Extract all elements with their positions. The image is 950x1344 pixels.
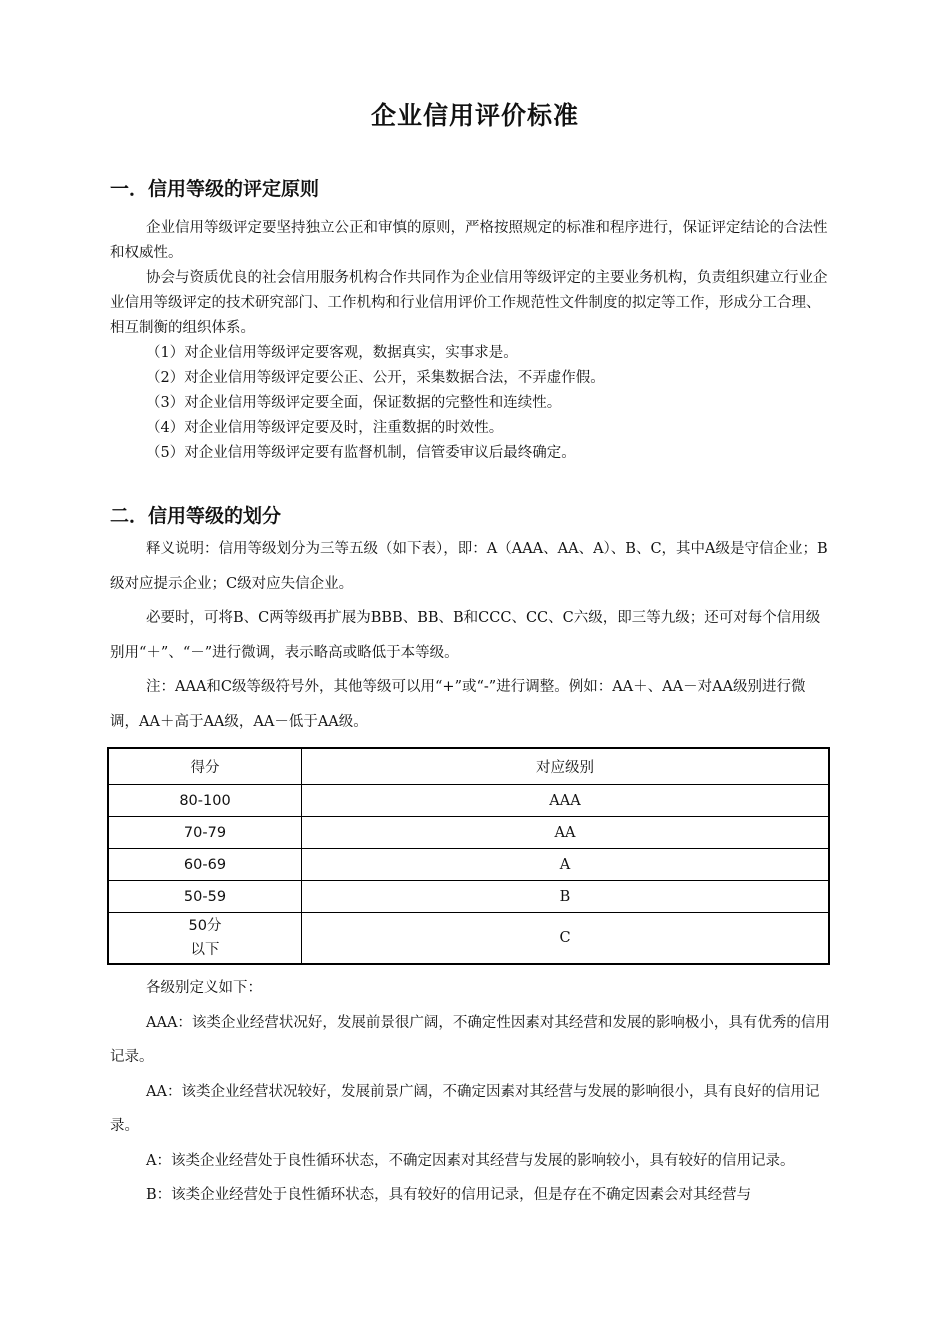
page-title: 企业信用评价标准 xyxy=(370,101,579,130)
table-row xyxy=(108,849,829,881)
definition-aa: AA：该类企业经营状况较好，发展前景广阔，不确定因素对其经营与发展的影响很小，具有良好的信用记录。 xyxy=(110,1083,820,1134)
grade-cell: C xyxy=(302,913,830,965)
score-cell: 60-69 xyxy=(108,849,302,881)
section1-body xyxy=(110,216,830,466)
list-item: （5）对企业信用等级评定要有监督机制，信管委审议后最终确定。 xyxy=(146,445,576,461)
principles-list xyxy=(110,341,830,466)
list-item: （4）对企业信用等级评定要及时，注重数据的时效性。 xyxy=(146,420,504,436)
section2-body xyxy=(110,532,830,739)
definitions-intro: 各级别定义如下： xyxy=(146,980,262,996)
table-row xyxy=(108,785,829,817)
grade-cell: AAA xyxy=(302,785,830,817)
grade-cell: A xyxy=(302,849,830,881)
list-item: （3）对企业信用等级评定要全面，保证数据的完整性和连续性。 xyxy=(146,395,562,411)
section1-heading: 一．信用等级的评定原则 xyxy=(110,178,320,200)
section2-note: 注：AAA和C级等级符号外，其他等级可以用“+”或“-”进行调整。例如：AA＋、AA－对AA级别进行微调，AA＋高于AA级，AA－低于AA级。 xyxy=(110,679,806,730)
score-cell xyxy=(108,913,302,965)
list-item: （1）对企业信用等级评定要客观，数据真实，实事求是。 xyxy=(146,345,518,361)
score-cell: 80-100 xyxy=(108,785,302,817)
section2-paragraph-1: 释义说明：信用等级划分为三等五级（如下表），即：A（AAA、AA、A）、B、C，其中A级是守信企业；B级对应提示企业；C级对应失信企业。 xyxy=(110,541,828,592)
section1-paragraph-1: 企业信用等级评定要坚持独立公正和审慎的原则，严格按照规定的标准和程序进行，保证评定结论的合法性和权威性。 xyxy=(110,220,828,261)
section2-paragraph-2: 必要时，可将B、C两等级再扩展为BBB、BB、B和CCC、CC、C六级，即三等九级；还可对每个信用级别用“＋”、“－”进行微调，表示略高或略低于本等级。 xyxy=(110,610,821,661)
grade-cell: B xyxy=(302,881,830,913)
section1-paragraph-2: 协会与资质优良的社会信用服务机构合作共同作为企业信用等级评定的主要业务机构，负责组织建立行业企业信用等级评定的技术研究部门、工作机构和行业信用评价工作规范性文件制度的拟定等工作，形成分工合理、相互制衡的组织体系。 xyxy=(110,270,828,336)
grade-cell: AA xyxy=(302,817,830,849)
table-row xyxy=(108,817,829,849)
definition-b: B：该类企业经营处于良性循环状态，具有较好的信用记录，但是存在不确定因素会对其经营与 xyxy=(146,1187,752,1203)
score-cell: 50-59 xyxy=(108,881,302,913)
table-row xyxy=(108,881,829,913)
table-row xyxy=(108,913,829,965)
table-header-row xyxy=(108,748,829,785)
definition-a: A：该类企业经营处于良性循环状态，不确定因素对其经营与发展的影响较小，具有较好的信用记录。 xyxy=(146,1152,795,1169)
score-line-1: 50分 xyxy=(188,918,222,934)
grade-table xyxy=(107,747,830,965)
score-cell: 70-79 xyxy=(108,817,302,849)
header-score: 得分 xyxy=(108,748,302,785)
definition-aaa: AAA：该类企业经营状况好，发展前景很广阔，不确定性因素对其经营和发展的影响极小，具有优秀的信用记录。 xyxy=(110,1014,830,1065)
grade-definitions xyxy=(110,971,830,1213)
list-item: （2）对企业信用等级评定要公正、公开，采集数据合法，不弄虚作假。 xyxy=(146,370,605,386)
score-line-2: 以下 xyxy=(190,942,220,958)
section2-heading: 二．信用等级的划分 xyxy=(110,505,282,527)
header-grade: 对应级别 xyxy=(302,748,830,785)
